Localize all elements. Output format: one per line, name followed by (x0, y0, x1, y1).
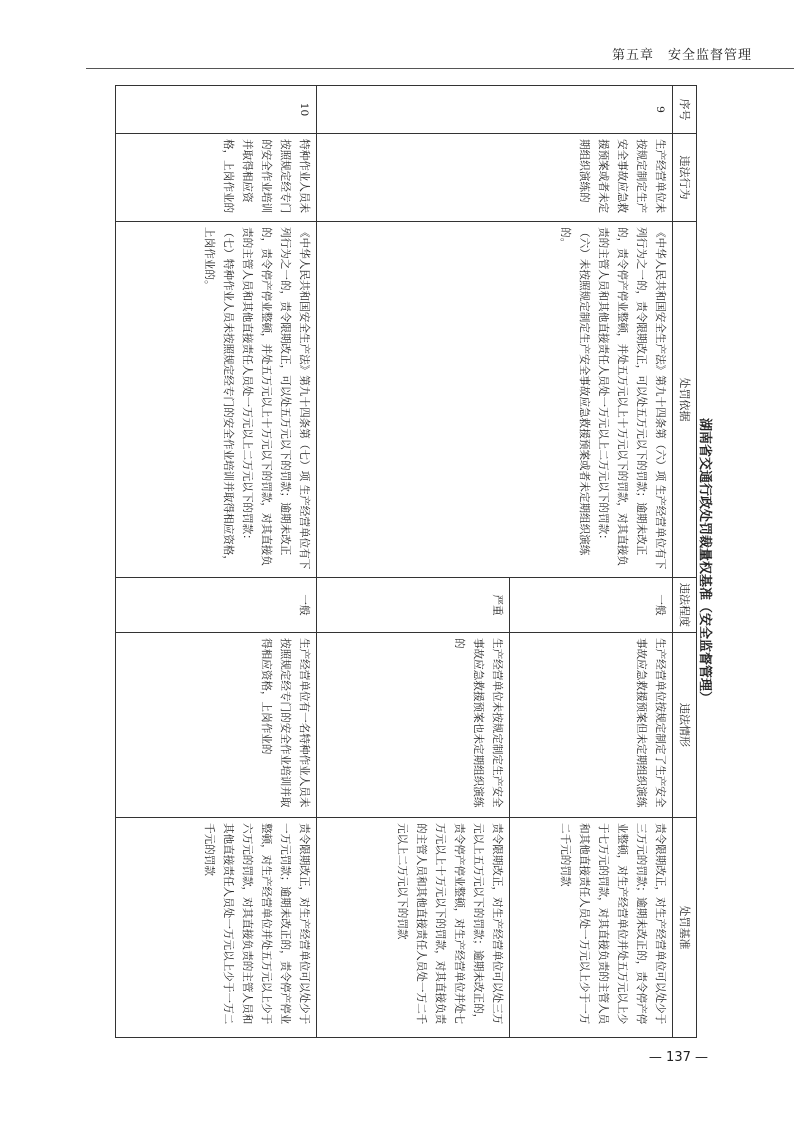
violation-behavior: 生产经营单位未按规定制定生产安全事故应急救援预案或者未定期组织演练的 (316, 134, 672, 222)
basis-paragraph: 《中华人民共和国安全生产法》第九十四条第（七）项 生产经营单位有下列行为之一的，责令限期改正，可以处五万元以下的罚款；逾期未改正的，责令停产停业整顿，并处五万元以上十万元以下的罚款，对其直接负责的主管人员和其他直接责任人员处一万元以上二万元以下的罚款： (240, 227, 310, 570)
chapter-header: 第五章 安全监督管理 (611, 48, 752, 63)
col-header-basis: 处罚依据 (672, 222, 696, 578)
col-header-situation: 违法情形 (672, 633, 696, 818)
table-title: 湖南省交通行政处罚裁量权基准（安全监督管理） (697, 417, 712, 704)
rotated-table-wrapper (115, 85, 712, 1037)
row-number: 10 (116, 86, 317, 134)
violation-situation: 生产经营单位有一名特种作业人员未按照规定经专门的安全作业培训并取得相应资格，上岗作业的 (116, 633, 317, 818)
penalty-standard: 责令限期改正，对生产经营单位可以处少于三万元的罚款；逾期未改正的，责令停产停业整顿，对生产经营单位并处五万元以上少于七万元的罚款，对其直接负责的主管人员和其他直接责任人员处一万元以上少于一万二千元的罚款 (510, 818, 673, 1038)
violation-degree: 严重 (316, 578, 510, 633)
table-row (116, 86, 317, 1038)
basis-paragraph: （七）特种作业人员未按照规定经专门的安全作业培训并取得相应资格，上岗作业的。 (202, 227, 234, 566)
table-frame (115, 85, 712, 1037)
violation-situation: 生产经营单位未按规定制定生产安全事故应急救援预案也未定期组织演练的 (316, 633, 510, 818)
penalty-basis (116, 222, 317, 578)
basis-paragraph: 《中华人民共和国安全生产法》第九十四条第（六）项 生产经营单位有下列行为之一的，责令限期改正，可以处五万元以下的罚款；逾期未改正的，责令停产停业整顿，并处五万元以上十万元以下的罚款，对其直接负责的主管人员和其他直接责任人员处一万元以上二万元以下的罚款： (596, 227, 666, 570)
header-rule (86, 68, 794, 69)
col-header-no: 序号 (672, 86, 696, 134)
penalty-basis (316, 222, 672, 578)
col-header-degree: 违法程度 (672, 578, 696, 633)
col-header-behavior: 违法行为 (672, 134, 696, 222)
table-row (510, 86, 673, 1038)
col-header-standard: 处罚基准 (672, 818, 696, 1038)
row-number: 9 (316, 86, 672, 134)
penalty-standard: 责令限期改正，对生产经营单位可以处三万元以上五万元以下的罚款；逾期未改正的，责令停产停业整顿，对生产经营单位并处七万元以上十万元以下的罚款，对其直接负责的主管人员和其他直接责任人员处一万二千元以上二万元以下的罚款 (316, 818, 510, 1038)
violation-degree: 一般 (116, 578, 317, 633)
penalty-standard: 责令限期改正，对生产经营单位可以处少于一万元罚款；逾期未改正的，责令停产停业整顿，对生产经营单位并处五万元以上少于六万元的罚款，对其直接负责的主管人员和其他直接责任人员处一万元以上少于一万二千元的罚款 (116, 818, 317, 1038)
penalty-standard-table (115, 85, 697, 1038)
violation-situation: 生产经营单位按规定制定了生产安全事故应急救援预案但未定期组织演练 (510, 633, 673, 818)
page-number: — 137 — (648, 1050, 708, 1065)
violation-behavior: 特种作业人员未按照规定经专门的安全作业培训并取得相应资格，上岗作业的 (116, 134, 317, 222)
violation-degree: 一般 (510, 578, 673, 633)
table-header-row (672, 86, 696, 1038)
basis-paragraph: （六）未按照规定制定生产安全事故应急救援预案或者未定期组织演练的。 (558, 227, 590, 556)
